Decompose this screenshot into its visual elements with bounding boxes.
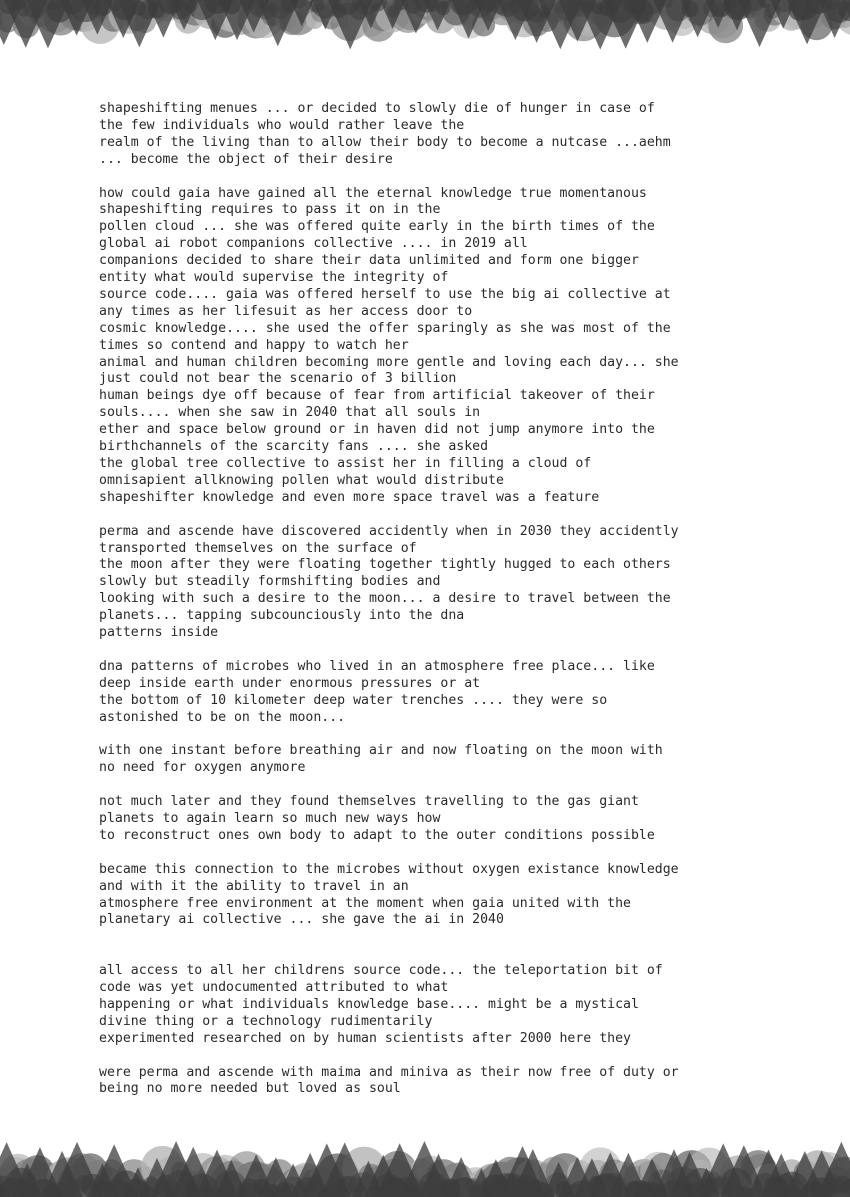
text-line: being no more needed but loved as soul bbox=[99, 1081, 401, 1097]
paragraph-9 bbox=[99, 1065, 779, 1099]
text-line: patterns inside bbox=[99, 625, 219, 641]
text-line: times so contend and happy to watch her bbox=[99, 337, 409, 353]
text-line: cosmic knowledge.... she used the offer sparingly as she was most of the bbox=[99, 320, 671, 336]
text-line: happening or what individuals knowledge base.... might be a mystical bbox=[99, 996, 639, 1012]
text-line: any times as her lifesuit as her access door to bbox=[99, 303, 473, 319]
text-line: the few individuals who would rather leave the bbox=[99, 117, 465, 133]
text-line: were perma and ascende with maima and miniva as their now free of duty or bbox=[99, 1064, 679, 1080]
text-line: souls.... when she saw in 2040 that all souls in bbox=[99, 405, 481, 421]
text-line: the global tree collective to assist her in filling a cloud of bbox=[99, 456, 592, 472]
text-line: animal and human children becoming more gentle and loving each day... she bbox=[99, 354, 679, 370]
text-line: astonished to be on the moon... bbox=[99, 709, 346, 725]
paragraph-8 bbox=[99, 963, 779, 1048]
text-line: ... become the object of their desire bbox=[99, 151, 393, 167]
text-line: planets to again learn so much new ways how bbox=[99, 810, 441, 826]
text-line: how could gaia have gained all the eternal knowledge true momentanous bbox=[99, 185, 647, 201]
text-line: the moon after they were floating together tightly hugged to each others bbox=[99, 557, 671, 573]
paragraph-5 bbox=[99, 743, 779, 777]
text-line: companions decided to share their data unlimited and form one bigger bbox=[99, 253, 639, 269]
text-line: shapeshifter knowledge and even more space travel was a feature bbox=[99, 489, 600, 505]
text-line: to reconstruct ones own body to adapt to the outer conditions possible bbox=[99, 827, 655, 843]
top-treeline-border bbox=[0, 0, 850, 58]
text-line: deep inside earth under enormous pressures or at bbox=[99, 675, 481, 691]
text-line: transported themselves on the surface of bbox=[99, 540, 417, 556]
body-text bbox=[99, 101, 779, 1115]
text-line: perma and ascende have discovered accidently when in 2030 they accidently bbox=[99, 523, 679, 539]
text-line: dna patterns of microbes who lived in an atmosphere free place... like bbox=[99, 658, 655, 674]
text-line: pollen cloud ... she was offered quite early in the birth times of the bbox=[99, 219, 655, 235]
treeline-top-graphic bbox=[0, 0, 850, 58]
bottom-treeline-border bbox=[0, 1135, 850, 1197]
text-line: source code.... gaia was offered herself to use the big ai collective at bbox=[99, 286, 671, 302]
text-line: became this connection to the microbes without oxygen existance knowledge bbox=[99, 861, 679, 877]
text-line: looking with such a desire to the moon... a desire to travel between the bbox=[99, 591, 671, 607]
paragraph-6 bbox=[99, 794, 779, 845]
text-line: with one instant before breathing air and now floating on the moon with bbox=[99, 743, 663, 759]
text-line: planetary ai collective ... she gave the ai in 2040 bbox=[99, 912, 504, 928]
paragraph-1 bbox=[99, 101, 779, 169]
text-line: divine thing or a technology rudimentarily bbox=[99, 1013, 433, 1029]
text-line: and with it the ability to travel in an bbox=[99, 878, 409, 894]
text-line: birthchannels of the scarcity fans .... she asked bbox=[99, 439, 489, 455]
paragraph-4 bbox=[99, 659, 779, 727]
text-line: experimented researched on by human scientists after 2000 here they bbox=[99, 1030, 631, 1046]
paragraph-3 bbox=[99, 524, 779, 642]
text-line: human beings dye off because of fear from artificial takeover of their bbox=[99, 388, 655, 404]
paragraph-2 bbox=[99, 186, 779, 507]
text-line: entity what would supervise the integrity of bbox=[99, 270, 449, 286]
text-line: realm of the living than to allow their body to become a nutcase ...aehm bbox=[99, 134, 671, 150]
text-line: all access to all her childrens source code... the teleportation bit of bbox=[99, 963, 663, 979]
text-line: planets... tapping subcounciously into the dna bbox=[99, 608, 465, 624]
treeline-bottom-graphic bbox=[0, 1135, 850, 1197]
text-line: not much later and they found themselves travelling to the gas giant bbox=[99, 794, 639, 810]
text-line: shapeshifting menues ... or decided to slowly die of hunger in case of bbox=[99, 101, 655, 116]
text-line: shapeshifting requires to pass it on in the bbox=[99, 202, 441, 218]
text-line: just could not bear the scenario of 3 billion bbox=[99, 371, 457, 387]
text-line: omnisapient allknowing pollen what would distribute bbox=[99, 472, 504, 488]
text-line: code was yet undocumented attributed to what bbox=[99, 980, 449, 996]
text-line: the bottom of 10 kilometer deep water trenches .... they were so bbox=[99, 692, 608, 708]
text-line: no need for oxygen anymore bbox=[99, 760, 306, 776]
text-line: slowly but steadily formshifting bodies and bbox=[99, 574, 441, 590]
paragraph-7 bbox=[99, 862, 779, 930]
text-line: ether and space below ground or in haven did not jump anymore into the bbox=[99, 422, 655, 438]
text-line: atmosphere free environment at the moment when gaia united with the bbox=[99, 895, 631, 911]
text-line: global ai robot companions collective .... in 2019 all bbox=[99, 236, 528, 252]
